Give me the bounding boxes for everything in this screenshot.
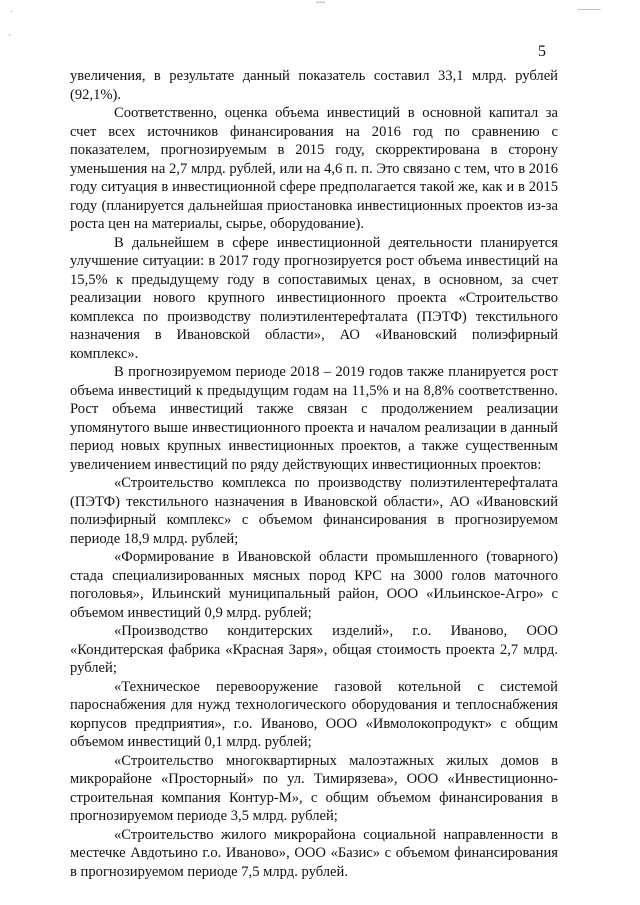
scan-artifact-top: ˇ˜ˇ [316,0,325,10]
project-item-confectionery: «Производство кондитерских изделий», г.о. Иваново, ООО «Кондитерская фабрика «Красная Заря», общая стоимость проекта 2,7 млрд. рублей; [70,623,558,676]
project-item-cattle: «Формирование в Ивановской области промышленного (товарного) стада специализированных мясных пород КРС на 3000 голов маточного поголовья», Ильинский муниципальный район, ООО «Ильинское-Агро» с объемом инвестиций 0,9 млрд. рублей; [70,549,558,621]
project-item-avdotyino: «Строительство жилого микрорайона социальной направленности в местечке Авдотьино г.о. Иваново», ООО «Базис» с объемом финансирования в прогнозируемом периоде 7,5 млрд. рублей. [70,826,558,880]
project-item-housing-prostorny: «Строительство многоквартирных малоэтажных жилых домов в микрорайоне «Просторный» по ул. Тимирязева», ООО «Инвестиционно-строительная компания Контур-М», с общим объемом финансирования в прогнозируемом периоде 3,5 млрд. рублей; [70,752,558,824]
project-item-petf: «Строительство комплекса по производству полиэтилентерефталата (ПЭТФ) текстильного назначения в Ивановской области», АО «Ивановский полиэфирный комплекс» с объемом финансирования в прогнозируемом периоде 18,9 млрд. рублей; [70,475,558,547]
scan-artifact-dot: ˑ [10,8,13,19]
scan-artifact-corner: ‒‒‒‒‒ [578,4,601,14]
page-number: 5 [538,43,546,60]
paragraph-2017-forecast: В дальнейшем в сфере инвестиционной деятельности планируется улучшение ситуации: в 2017 году прогнозируется рост объема инвестиций на 15,5% к предыдущему году в сопоставимых ценах, в основном, за счет реализации нового крупного инвестиционного проекта «Строительство комплекса по производству полиэтилентерефталата (ПЭТФ) текстильного назначения в Ивановской области», АО «Ивановский полиэфирный комплекс». [70,234,558,362]
paragraph-continuation: увеличения, в результате данный показатель составил 33,1 млрд. рублей (92,1%). [70,68,558,103]
paragraph-2018-2019-forecast: В прогнозируемом периоде 2018 – 2019 годов также планируется рост объема инвестиций к предыдущим годам на 11,5% и на 8,8% соответственно. Рост объема инвестиций также связан с продолжением реализации упомянутого выше инвестиционного проекта и началом реализации в данный период новых крупных инвестиционных проектов, а также существенным увеличением инвестиций по ряду действующих инвестиционных проектов: [70,364,558,473]
paragraph-investment-estimate: Соответственно, оценка объема инвестиций в основной капитал за счет всех источников финансирования на 2016 год по сравнению с показателем, прогнозируемым в 2015 году, скорректирована в сторону уменьшения на 2,7 млрд. рублей, или на 4,6 п. п. Это связано с тем, что в 2016 году ситуация в инвестиционной сфере предполагается такой же, как и в 2015 году (планируется дальнейшая приостановка инвестиционных проектов из-за роста цен на материалы, сырье, оборудование). [70,105,558,232]
document-body [70,67,558,881]
scan-artifact-left: ˋ [8,34,12,45]
project-item-boiler: «Техническое перевооружение газовой котельной с системой пароснабжения для нужд технологического оборудования и теплоснабжения корпусов предприятия», г.о. Иваново, ООО «Ивмолокопродукт» с общим объемом инвестиций 0,1 млрд. рублей; [70,678,558,750]
